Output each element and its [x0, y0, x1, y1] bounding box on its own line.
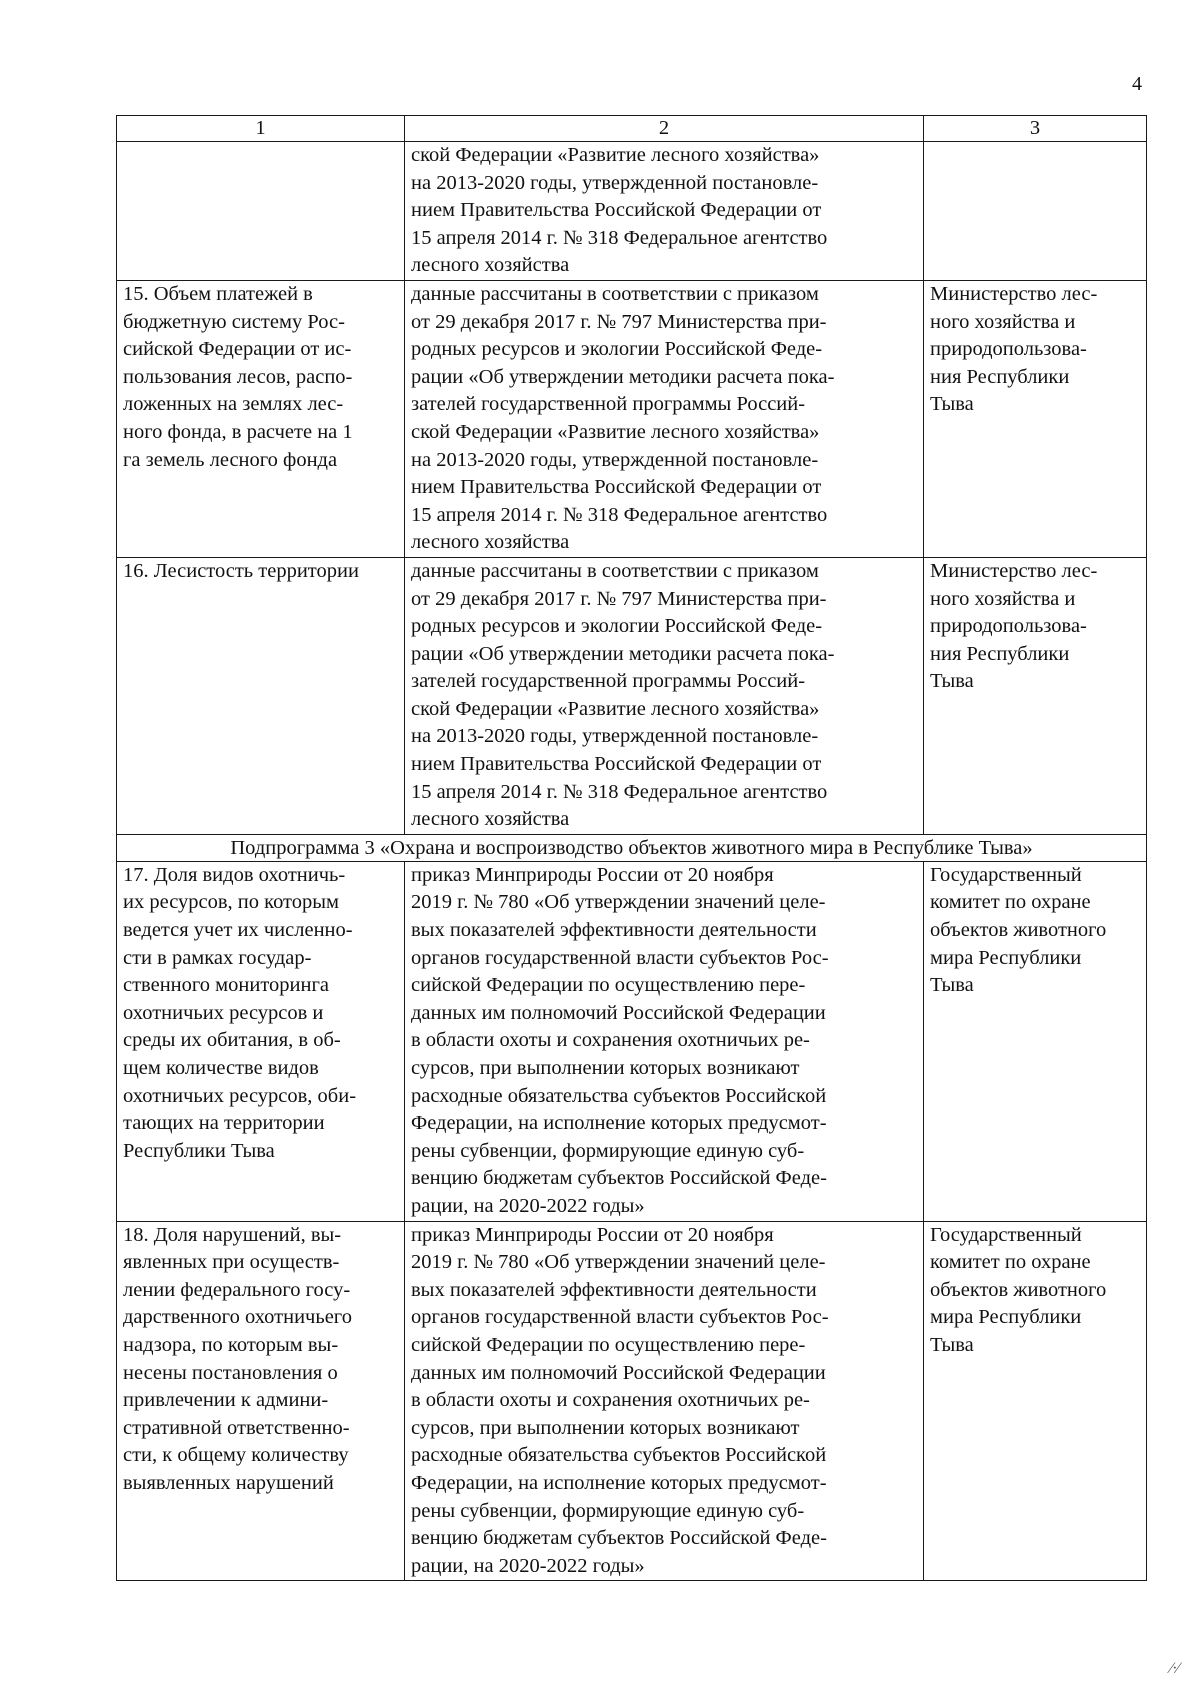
indicator-cell — [117, 557, 405, 834]
responsible-cell — [924, 1221, 1147, 1581]
responsible-text: Министерство лес- ного хозяйства и природопользова- ния Республики Тыва — [930, 282, 1098, 416]
indicator-cell — [117, 861, 405, 1221]
indicator-text: 15. Объем платежей в бюджетную систему Рос- сийской Федерации от ис- пользования лесов, распо- ложенных на землях лес- ного фонда, в расчете на 1 га земель лесного фонда — [123, 282, 353, 471]
table-row-16 — [117, 557, 1147, 834]
source-cell — [405, 861, 924, 1221]
source-text: приказ Минприроды России от 20 ноября 2019 г. № 780 «Об утверждении значений целе- вых показателей эффективности деятельности органов государственной власти субъектов Рос- сийской Федерации по осуществлению пере- данных им полномочий Российской Федерации в области охоты и сохранения охотничьих ре- сурсов, при выполнении которых возникают расходные обязательства субъектов Российской Федерации, на исполнение которых предусмот- рены субвенции, формирующие единую суб- венцию бюджетам субъектов Российской Феде- рации, на 2020-2022 годы» — [411, 1223, 829, 1577]
indicator-cell — [117, 142, 405, 281]
subprogram-title: Подпрограмма 3 «Охрана и воспроизводство объектов животного мира в Республике Тыва» — [117, 834, 1147, 861]
source-cell — [405, 142, 924, 281]
indicator-cell — [117, 280, 405, 557]
column-header-2: 2 — [405, 116, 924, 142]
indicator-text: 17. Доля видов охотничь- их ресурсов, по которым ведется учет их численно- сти в рамках государ- ственного мониторинга охотничьих ресурсов и среды их обитания, в об- щем количестве видов охотничьих ресурсов, оби- тающих на территории Республики Тыва — [123, 863, 357, 1162]
indicators-table — [116, 115, 1147, 1581]
indicator-text: 18. Доля нарушений, вы- явленных при осуществ- лении федерального госу- дарственного охотничьего надзора, по которым вы- несены постановления о привлечении к админи- стративной ответственно- сти, к общему количеству выявленных нарушений — [123, 1223, 352, 1494]
table-row-17 — [117, 861, 1147, 1221]
page-number: 4 — [1132, 73, 1142, 95]
source-text: ской Федерации «Развитие лесного хозяйства» на 2013-2020 годы, утвержденной постановле- нием Правительства Российской Федерации от 15 апреля 2014 г. № 318 Федеральное агентство лесного хозяйства — [411, 144, 828, 277]
responsible-text: Министерство лес- ного хозяйства и природопользова- ния Республики Тыва — [930, 559, 1098, 693]
table-row-15 — [117, 280, 1147, 557]
responsible-text: Государственный комитет по охране объектов животного мира Республики Тыва — [930, 1223, 1107, 1356]
source-text: данные рассчитаны в соответствии с приказом от 29 декабря 2017 г. № 797 Министерства при- родных ресурсов и экологии Российской Феде- рации «Об утверждении методики расчета пока- зателей государственной программы Россий- ской Федерации «Развитие лесного хозяйства» на 2013-2020 годы, утвержденной постановле- нием Правительства Российской Федерации от 15 апреля 2014 г. № 318 Федеральное агентство лесного хозяйства — [411, 282, 835, 554]
source-cell — [405, 557, 924, 834]
responsible-cell — [924, 861, 1147, 1221]
subprogram-row — [117, 834, 1147, 861]
indicator-text: 16. Лесистость территории — [123, 559, 359, 582]
column-header-1: 1 — [117, 116, 405, 142]
source-cell — [405, 280, 924, 557]
responsible-cell — [924, 142, 1147, 281]
table-row-continuation — [117, 142, 1147, 281]
source-cell — [405, 1221, 924, 1581]
handwritten-mark: ⁄·⁄ — [1170, 1660, 1180, 1677]
responsible-text: Государственный комитет по охране объектов животного мира Республики Тыва — [930, 863, 1107, 997]
indicator-cell — [117, 1221, 405, 1581]
source-text: приказ Минприроды России от 20 ноября 2019 г. № 780 «Об утверждении значений целе- вых показателей эффективности деятельности органов государственной власти субъектов Рос- сийской Федерации по осуществлению пере- данных им полномочий Российской Федерации в области охоты и сохранения охотничьих ре- сурсов, при выполнении которых возникают расходные обязательства субъектов Российской Федерации, на исполнение которых предусмот- рены субвенции, формирующие единую суб- венцию бюджетам субъектов Российской Феде- рации, на 2020-2022 годы» — [411, 863, 829, 1217]
source-text: данные рассчитаны в соответствии с приказом от 29 декабря 2017 г. № 797 Министерства при- родных ресурсов и экологии Российской Феде- рации «Об утверждении методики расчета пока- зателей государственной программы Россий- ской Федерации «Развитие лесного хозяйства» на 2013-2020 годы, утвержденной постановле- нием Правительства Российской Федерации от 15 апреля 2014 г. № 318 Федеральное агентство лесного хозяйства — [411, 559, 835, 831]
responsible-cell — [924, 280, 1147, 557]
column-header-3: 3 — [924, 116, 1147, 142]
table-header-row — [117, 116, 1147, 142]
responsible-cell — [924, 557, 1147, 834]
table-row-18 — [117, 1221, 1147, 1581]
